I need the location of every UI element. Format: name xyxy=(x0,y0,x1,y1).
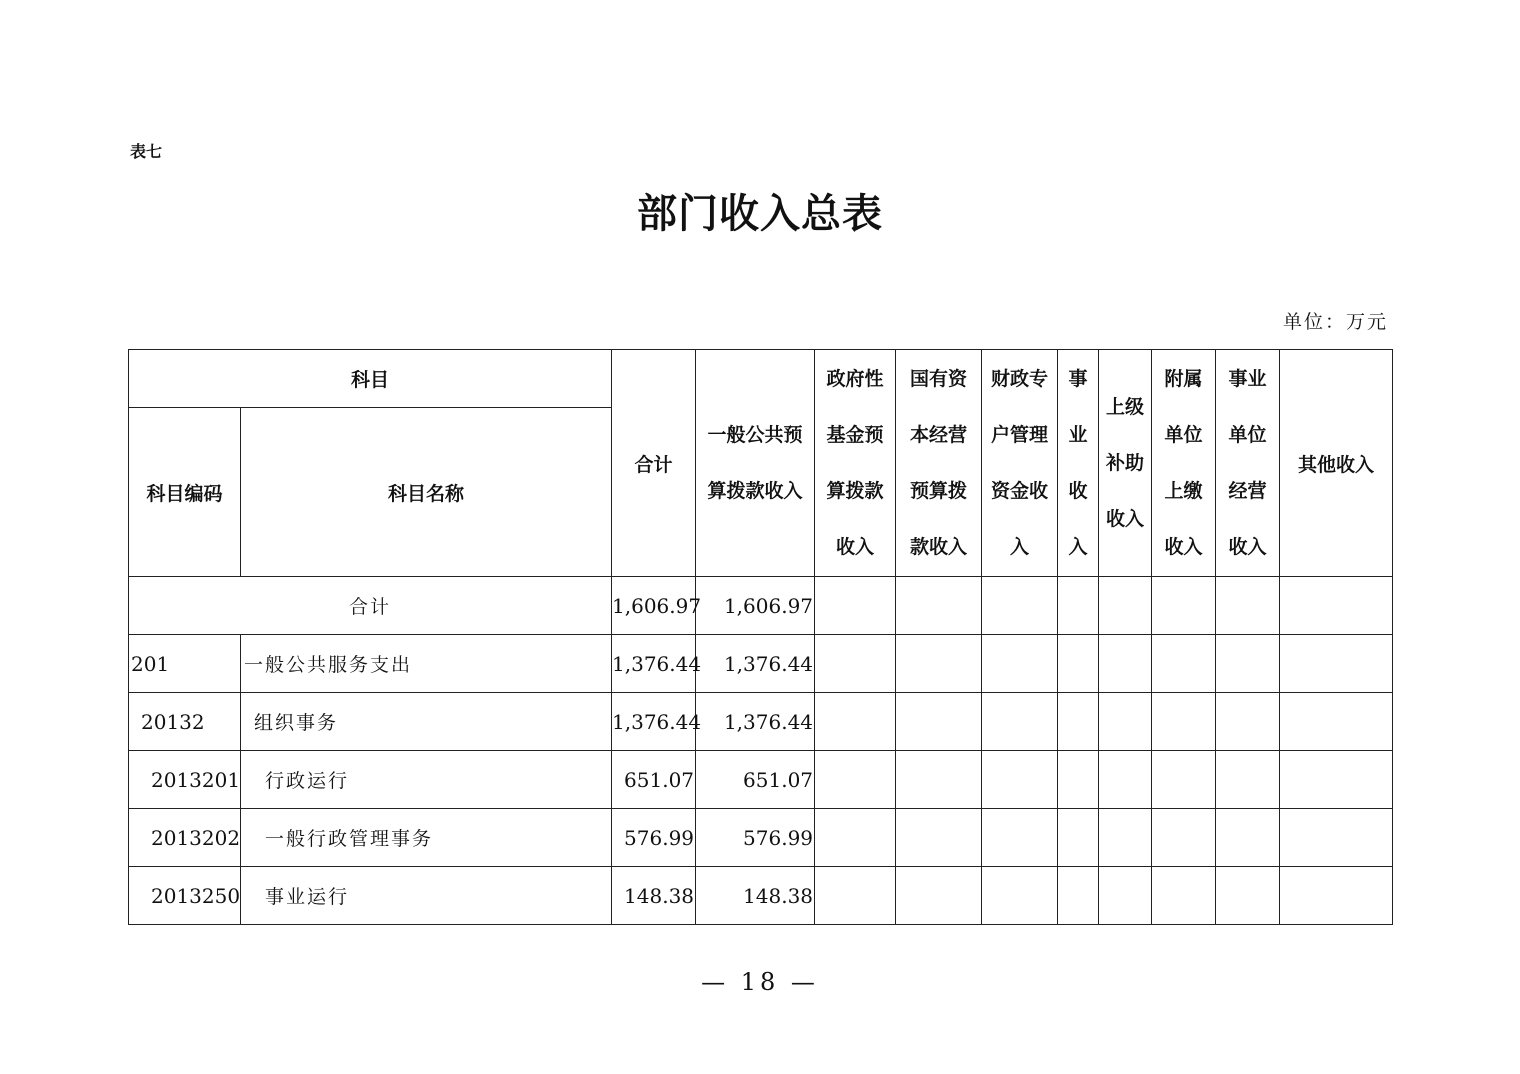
row-name: 一般公共服务支出 xyxy=(241,635,612,693)
row-name: 行政运行 xyxy=(241,751,612,809)
row-total: 651.07 xyxy=(612,751,696,809)
page-title: 部门收入总表 xyxy=(637,190,883,237)
header-fiscal-special: 财政专 户管理 资金收 入 xyxy=(982,350,1058,577)
row-code: 20132 xyxy=(129,693,241,751)
header-subject-name: 科目名称 xyxy=(241,408,612,577)
header-operation: 事业 单位 经营 收入 xyxy=(1216,350,1280,577)
unit-label: 单位：万元 xyxy=(1282,311,1388,333)
total-row xyxy=(129,577,1393,635)
total-row-general-budget: 1,606.97 xyxy=(696,577,815,635)
total-row-total: 1,606.97 xyxy=(612,577,696,635)
header-other: 其他收入 xyxy=(1280,350,1393,577)
row-total: 148.38 xyxy=(612,867,696,925)
row-code: 2013250 xyxy=(129,867,241,925)
table-row xyxy=(129,867,1393,925)
header-affiliated: 附属 单位 上缴 收入 xyxy=(1152,350,1216,577)
row-name: 事业运行 xyxy=(241,867,612,925)
header-general-budget: 一般公共预 算拨款收入 xyxy=(696,350,815,577)
table-row xyxy=(129,751,1393,809)
table-row xyxy=(129,635,1393,693)
row-general-budget: 576.99 xyxy=(696,809,815,867)
total-row-label: 合计 xyxy=(129,577,612,635)
income-table xyxy=(128,349,1393,925)
page-number: — 18 — xyxy=(701,968,819,996)
row-general-budget: 1,376.44 xyxy=(696,693,815,751)
table-row xyxy=(129,693,1393,751)
table-row xyxy=(129,809,1393,867)
header-subject-code: 科目编码 xyxy=(129,408,241,577)
header-business: 事 业 收 入 xyxy=(1058,350,1099,577)
row-code: 2013201 xyxy=(129,751,241,809)
header-subject: 科目 xyxy=(129,350,612,408)
table-label: 表七 xyxy=(130,142,163,161)
header-gov-fund: 政府性 基金预 算拨款 收入 xyxy=(815,350,896,577)
header-total: 合计 xyxy=(612,350,696,577)
row-total: 1,376.44 xyxy=(612,635,696,693)
row-code: 201 xyxy=(129,635,241,693)
header-state-capital: 国有资 本经营 预算拨 款收入 xyxy=(896,350,982,577)
row-general-budget: 148.38 xyxy=(696,867,815,925)
row-name: 一般行政管理事务 xyxy=(241,809,612,867)
row-general-budget: 651.07 xyxy=(696,751,815,809)
row-name: 组织事务 xyxy=(241,693,612,751)
row-code: 2013202 xyxy=(129,809,241,867)
row-general-budget: 1,376.44 xyxy=(696,635,815,693)
header-superior-subsidy: 上级 补助 收入 xyxy=(1099,350,1152,577)
row-total: 1,376.44 xyxy=(612,693,696,751)
row-total: 576.99 xyxy=(612,809,696,867)
